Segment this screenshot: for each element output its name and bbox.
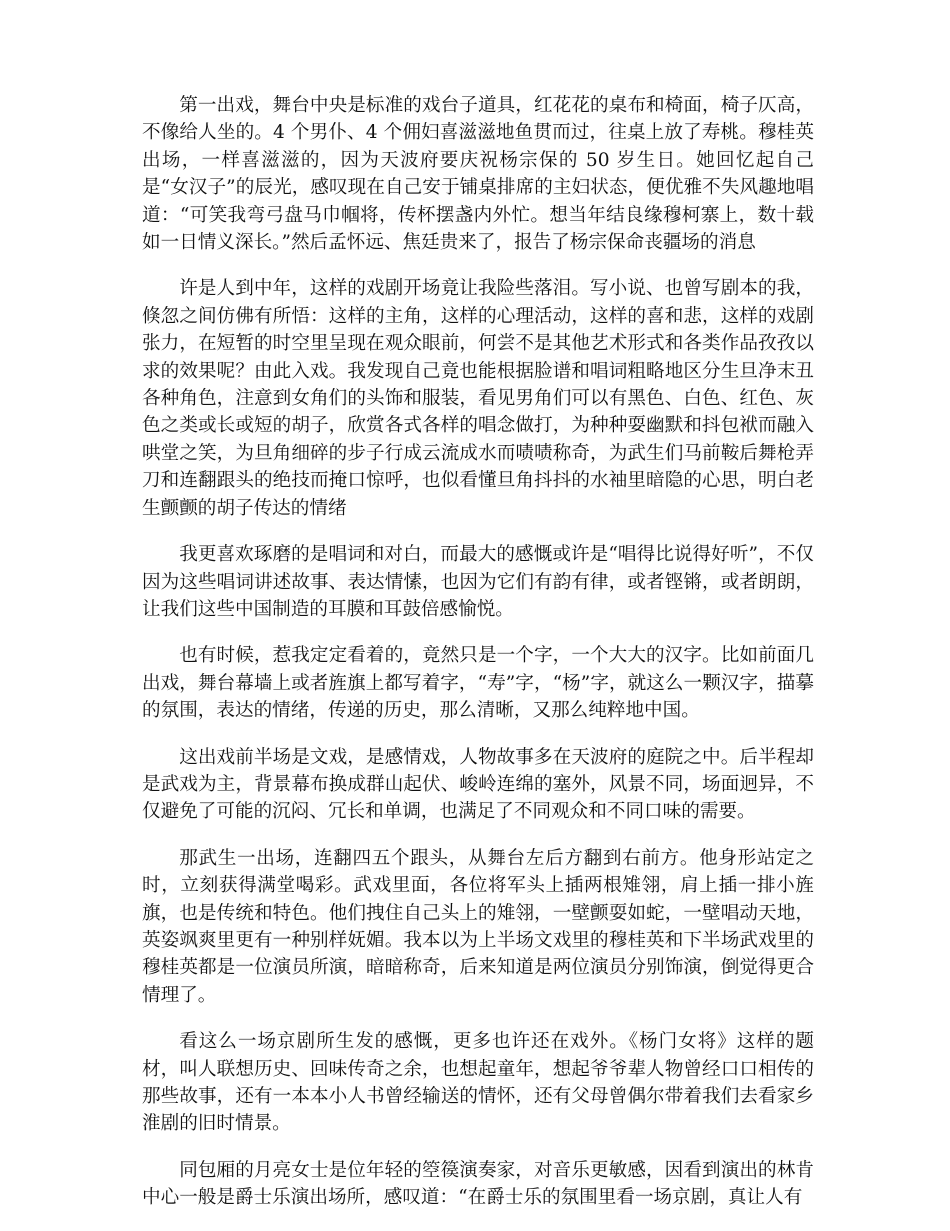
paragraph-5: 这出戏前半场是文戏，是感情戏，人物故事多在天波府的庭院之中。后半程却是武戏为主，背景幕布换成群山起伏、峻岭连绵的塞外，风景不同，场面迥异，不仅避免了可能的沉闷、冗长和单调，也满足了不同观众和不同口味的需要。 <box>142 746 814 823</box>
paragraph-6: 那武生一出场，连翻四五个跟头，从舞台左后方翻到右前方。他身形站定之时，立刻获得满堂喝彩。武戏里面，各位将军头上插两根雉翎，肩上插一排小旌旗，也是传统和特色。他们拽住自己头上的雉翎，一壁颤耍如蛇，一壁唱动天地，英姿飒爽里更有一种别样妩媚。我本以为上半场文戏里的穆桂英和下半场武戏里的穆桂英都是一位演员所演，暗暗称奇，后来知道是两位演员分别饰演，倒觉得更合情理了。 <box>142 847 814 1006</box>
paragraph-2: 许是人到中年，这样的戏剧开场竟让我险些落泪。写小说、也曾写剧本的我，倏忽之间仿佛有所悟：这样的主角，这样的心理活动，这样的喜和悲，这样的戏剧张力，在短暂的时空里呈现在观众眼前，何尝不是其他艺术形式和各类作品孜孜以求的效果呢？由此入戏。我发现自己竟也能根据脸谱和唱词粗略地区分生旦净末丑各种角色，注意到女角们的头饰和服装，看见男角们可以有黑色、白色、红色、灰色之类或长或短的胡子，欣赏各式各样的唱念做打，为种种耍幽默和抖包袱而融入哄堂之笑，为旦角细碎的步子行成云流成水而啧啧称奇，为武生们马前鞍后舞枪弄刀和连翻跟头的绝技而掩口惊呼，也似看懂旦角抖抖的水袖里暗隐的心思，明白老生颤颤的胡子传达的情绪 <box>142 278 814 519</box>
paragraph-4: 也有时候，惹我定定看着的，竟然只是一个字，一个大大的汉字。比如前面几出戏，舞台幕墙上或者旌旗上都写着字，“寿”字，“杨”字，就这么一颗汉字，描摹的氛围，表达的情绪，传递的历史，那么清晰，又那么纯粹地中国。 <box>142 645 814 722</box>
paragraph-8: 同包厢的月亮女士是位年轻的箜篌演奏家，对音乐更敏感，因看到演出的林肯中心一般是爵士乐演出场所，感叹道：“在爵士乐的氛围里看一场京剧，真让人有 <box>142 1159 814 1209</box>
document-body <box>142 92 814 1231</box>
paragraph-7: 看这么一场京剧所生发的感慨，更多也许还在戏外。《杨门女将》这样的题材，叫人联想历史、回味传奇之余，也想起童年，想起爷爷辈人物曾经口口相传的那些故事，还有一本本小人书曾经输送的情怀，还有父母曾偶尔带着我们去看家乡淮剧的旧时情景。 <box>142 1031 814 1135</box>
paragraph-1: 第一出戏，舞台中央是标准的戏台子道具，红花花的桌布和椅面，椅子仄高，不像给人坐的。4 个男仆、4 个佣妇喜滋滋地鱼贯而过，往桌上放了寿桃。穆桂英出场，一样喜滋滋的，因为天波府要庆祝杨宗保的 50 岁生日。她回忆起自己是“女汉子”的辰光，感叹现在自己安于铺桌排席的主妇状态，便优雅不失风趣地唱道：“可笑我弯弓盘马巾帼将，传杯摆盏内外忙。想当年结良缘穆柯寨上，数十载如一日情义深长。”然后孟怀远、焦廷贵来了，报告了杨宗保命丧疆场的消息 <box>142 95 814 254</box>
paragraph-3: 我更喜欢琢磨的是唱词和对白，而最大的感慨或许是“唱得比说得好听”，不仅因为这些唱词讲述故事、表达情愫，也因为它们有韵有律，或者铿锵，或者朗朗，让我们这些中国制造的耳膜和耳鼓倍感愉悦。 <box>142 544 814 620</box>
